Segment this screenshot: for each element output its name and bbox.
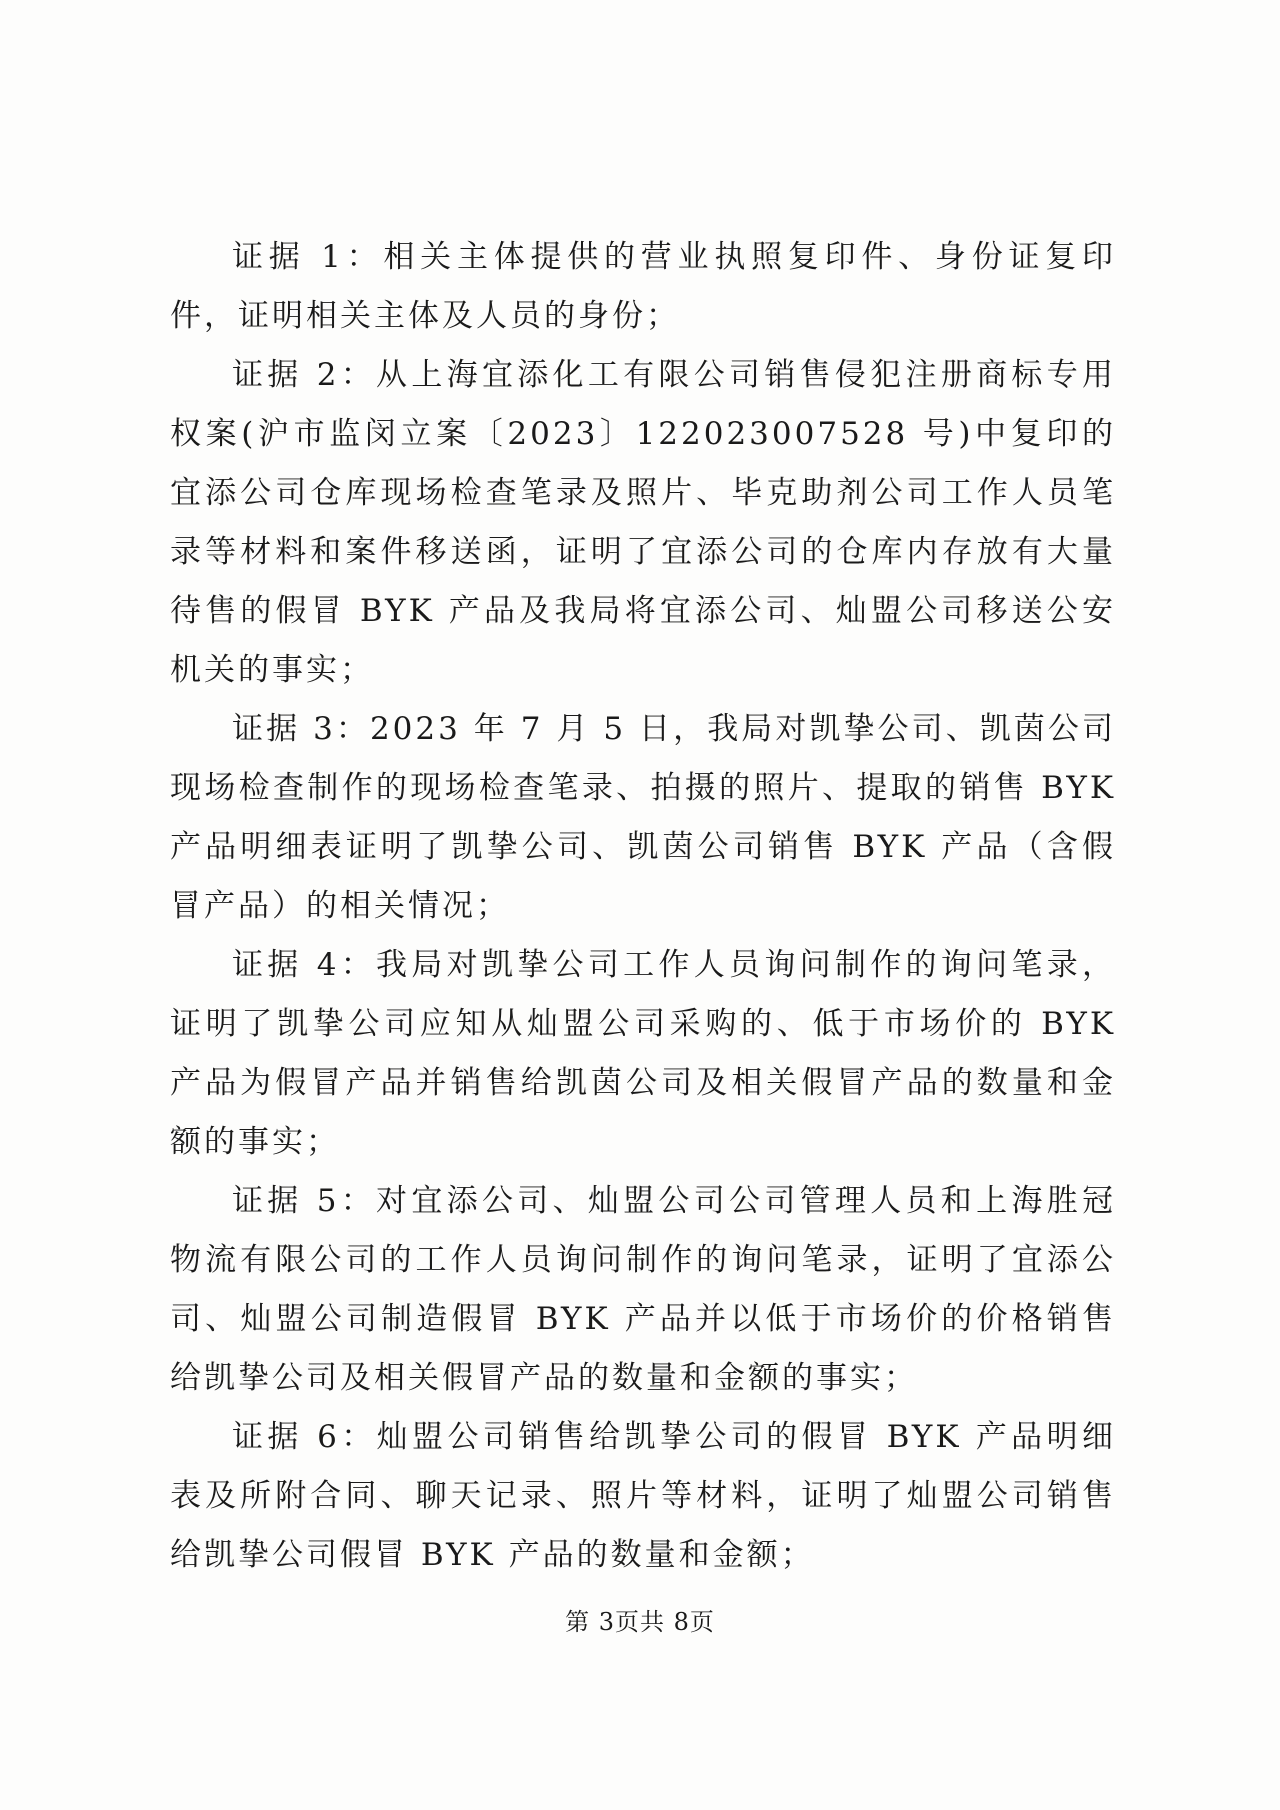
evidence-paragraph-6: 证据 6：灿盟公司销售给凯挚公司的假冒 BYK 产品明细表及所附合同、聊天记录、照片等材料，证明了灿盟公司销售给凯挚公司假冒 BYK 产品的数量和金额； [170,1419,1116,1573]
evidence-paragraph-5: 证据 5：对宜添公司、灿盟公司公司管理人员和上海胜冠物流有限公司的工作人员询问制作的询问笔录，证明了宜添公司、灿盟公司制造假冒 BYK 产品并以低于市场价的价格销售给凯挚公司及相关假冒产品的数量和金额的事实； [170,1183,1116,1396]
page-number-footer: 第 3页共 8页 [565,1608,715,1636]
evidence-paragraph-3: 证据 3：2023 年 7 月 5 日，我局对凯挚公司、凯茵公司现场检查制作的现场检查笔录、拍摄的照片、提取的销售 BYK 产品明细表证明了凯挚公司、凯茵公司销售 BYK 产品（含假冒产品）的相关情况； [170,711,1116,924]
evidence-paragraph-2: 证据 2：从上海宜添化工有限公司销售侵犯注册商标专用权案(沪市监闵立案〔2023〕122023007528 号)中复印的宜添公司仓库现场检查笔录及照片、毕克助剂公司工作人员笔录等材料和案件移送函，证明了宜添公司的仓库内存放有大量待售的假冒 BYK 产品及我局将宜添公司、灿盟公司移送公安机关的事实； [170,357,1116,688]
evidence-paragraph-1: 证据 1：相关主体提供的营业执照复印件、身份证复印件，证明相关主体及人员的身份； [170,239,1116,334]
evidence-paragraph-4: 证据 4：我局对凯挚公司工作人员询问制作的询问笔录，证明了凯挚公司应知从灿盟公司采购的、低于市场价的 BYK 产品为假冒产品并销售给凯茵公司及相关假冒产品的数量和金额的事实； [170,947,1116,1160]
document-body [170,228,1116,1585]
